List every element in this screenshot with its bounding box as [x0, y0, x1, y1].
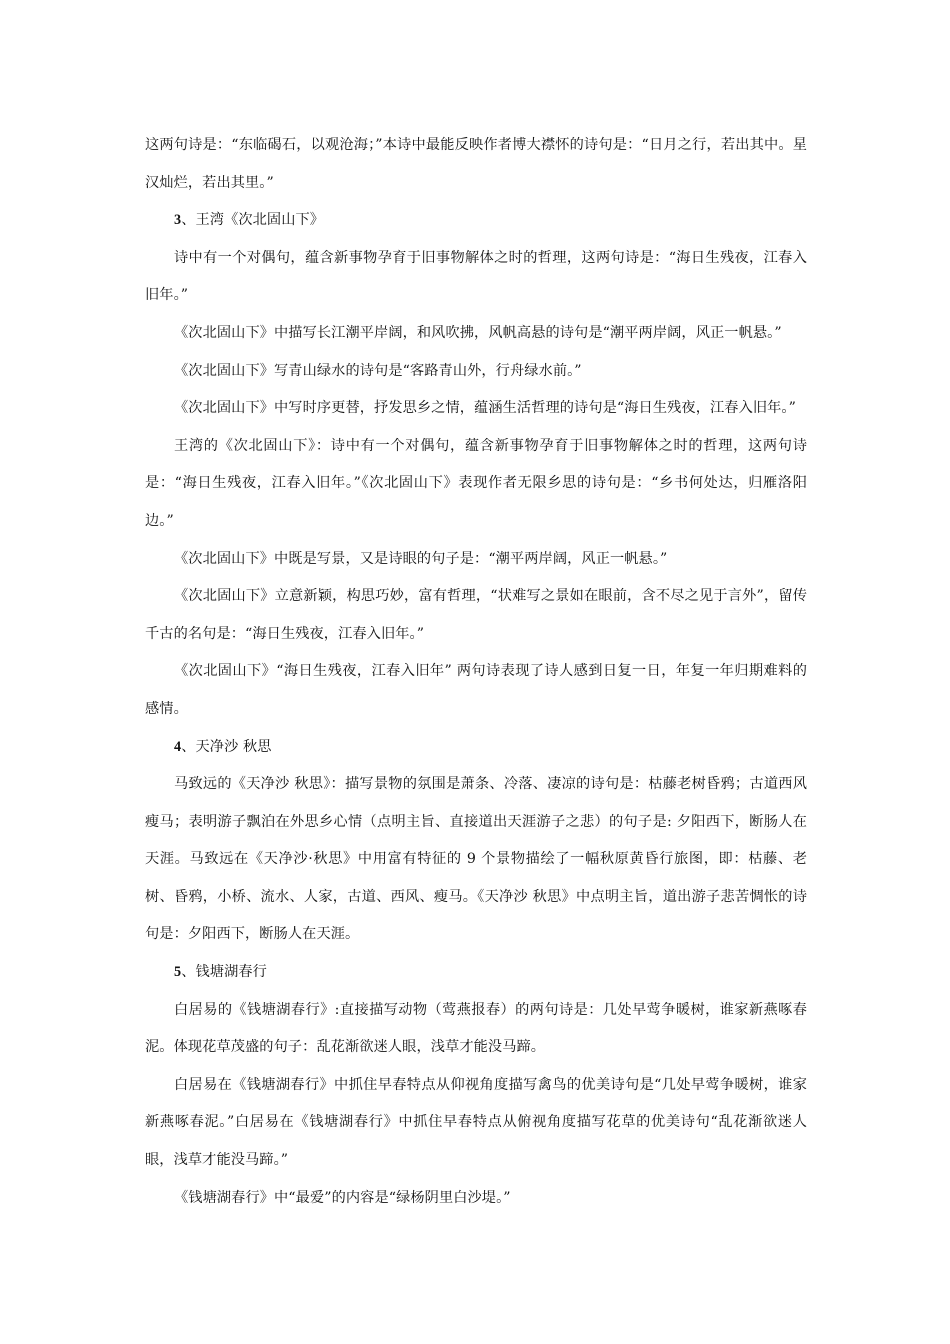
section-number: 5: [174, 964, 182, 981]
paragraph: 《次北固山下》“海日生残夜，江春入旧年” 两句诗表现了诗人感到日复一日，年复一年归期难料的感情。: [145, 663, 807, 717]
paragraph: 《次北固山下》中既是写景，又是诗眼的句子是：“潮平两岸阔，风正一帆悬。”: [174, 550, 668, 567]
paragraph: 《次北固山下》中写时序更替，抒发思乡之情，蕴涵生活哲理的诗句是“海日生残夜，江春入旧年。”: [174, 400, 796, 417]
paragraph: 《钱塘湖春行》中“最爱”的内容是“绿杨阴里白沙堤。”: [174, 1189, 511, 1206]
paragraph: 诗中有一个对偶句，蕴含新事物孕育于旧事物解体之时的哲理，这两句诗是：“海日生残夜，江春入旧年。”: [145, 249, 807, 304]
paragraph: 白居易在《钱塘湖春行》中抓住早春特点从仰视角度描写禽鸟的优美诗句是“几处早莺争暖树，谁家新燕啄春泥。”白居易在《钱塘湖春行》中抓住早春特点从俯视角度描写花草的优美诗句“乱花渐欲迷人眼，浅草才能没马蹄。”: [145, 1076, 807, 1169]
section-title: 、天净沙 秋思: [181, 738, 272, 755]
section-heading: [145, 729, 807, 767]
document-body: [145, 127, 807, 1217]
paragraph: 这两句诗是：“东临碣石，以观沧海；”本诗中最能反映作者博大襟怀的诗句是：“日月之行，若出其中。星汉灿烂，若出其里。”: [145, 137, 807, 191]
paragraph: 王湾的《次北固山下》：诗中有一个对偶句，蕴含新事物孕育于旧事物解体之时的哲理，这两句诗是：“海日生残夜，江春入旧年。”《次北固山下》表现作者无限乡思的诗句是：“乡书何处达，归雁洛阳边。”: [145, 437, 807, 529]
paragraph: 马致远的《天净沙 秋思》：描写景物的氛围是萧条、冷落、凄凉的诗句是：枯藤老树昏鸦；古道西风瘦马；表明游子飘泊在外思乡心情（点明主旨、直接道出天涯游子之悲）的句子是: 夕阳西下，断肠人在天涯。马致远在《天净沙·秋思》中用富有特征的 9 个景物描绘了一幅秋原黄昏行旅图，即：枯藤、老树、昏鸦，小桥、流水、人家，古道、西风、瘦马。《天净沙 秋思》中点明主旨，道出游子悲苦惆怅的诗句是：夕阳西下，断肠人在天涯。: [145, 776, 807, 943]
section-number: 4: [174, 738, 182, 755]
paragraph: 《次北固山下》写青山绿水的诗句是“客路青山外，行舟绿水前。”: [174, 362, 582, 379]
paragraph: 《次北固山下》立意新颖，构思巧妙，富有哲理，“状难写之景如在眼前，含不尽之见于言外”，留传千古的名句是：“海日生残夜，江春入旧年。”: [145, 588, 807, 642]
section-heading: [145, 954, 807, 992]
section-title: 、王湾《次北固山下》: [181, 212, 325, 229]
paragraph: 《次北固山下》中描写长江潮平岸阔，和风吹拂，风帆高悬的诗句是“潮平两岸阔，风正一帆悬。”: [174, 324, 782, 341]
section-heading: [145, 202, 807, 240]
section-number: 3: [174, 212, 182, 229]
paragraph: 白居易的《钱塘湖春行》:直接描写动物（莺燕报春）的两句诗是：几处早莺争暖树，谁家新燕啄春泥。体现花草茂盛的句子：乱花渐欲迷人眼，浅草才能没马蹄。: [145, 1001, 807, 1056]
section-title: 、钱塘湖春行: [181, 964, 267, 981]
